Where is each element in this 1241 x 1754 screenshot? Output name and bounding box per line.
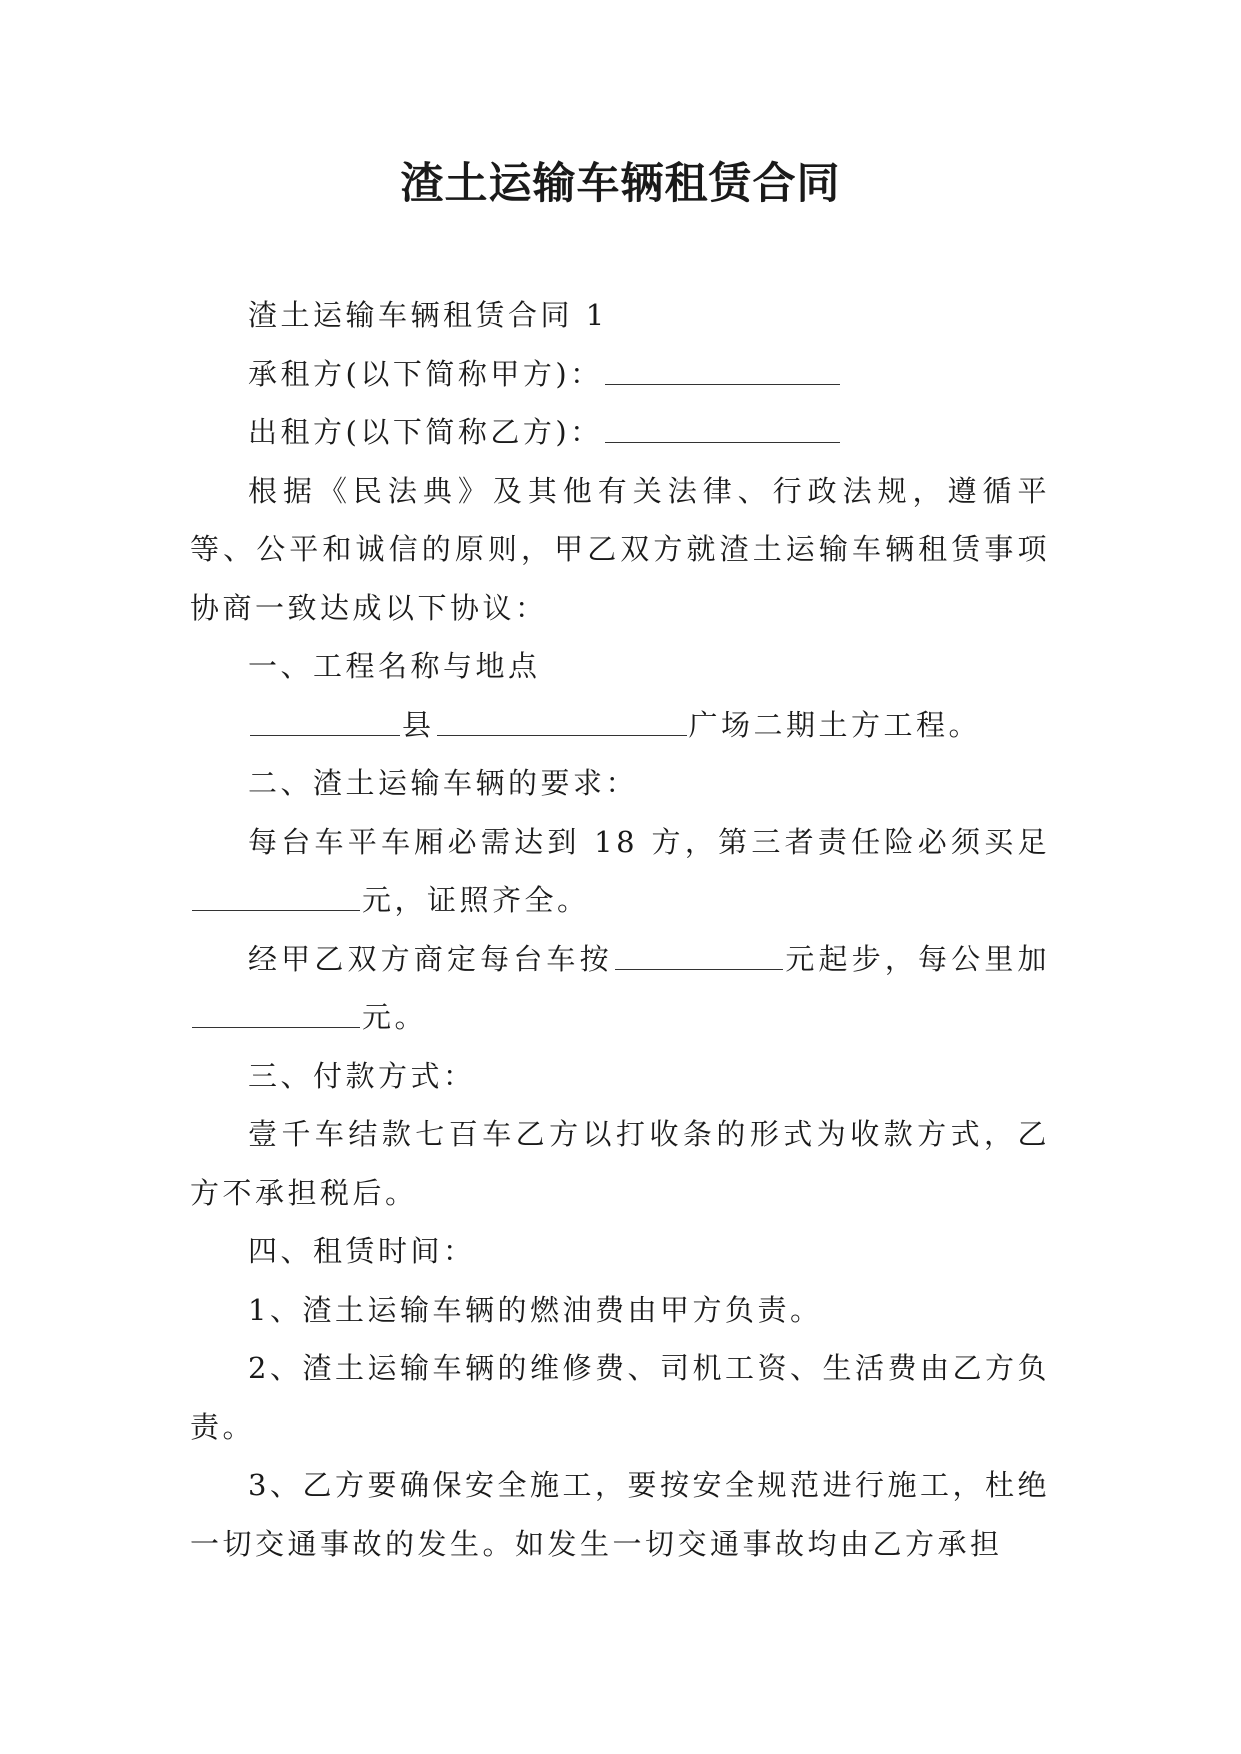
rental-item-1: 1、渣土运输车辆的燃油费由甲方负责。 bbox=[248, 1292, 823, 1327]
lessee-blank bbox=[605, 358, 840, 385]
intro-paragraph: 根据《民法典》及其他有关法律、行政法规，遵循平等、公平和诚信的原则，甲乙双方就渣土运输车辆租赁事项协商一致达成以下协议： bbox=[190, 473, 1050, 625]
insurance-amount-blank bbox=[192, 884, 360, 911]
project-suffix: 广场二期土方工程。 bbox=[688, 707, 982, 742]
vehicle-requirement-text: 每台车平车厢必需达到 18 方，第三者责任险必须买足 bbox=[248, 824, 1050, 859]
pricing-middle: 元起步，每公里加 bbox=[784, 941, 1050, 976]
rental-item-2: 2、渣土运输车辆的维修费、司机工资、生活费由乙方负责。 bbox=[190, 1351, 1050, 1444]
pricing-suffix: 元。 bbox=[362, 1000, 428, 1034]
section-3-heading: 三、付款方式： bbox=[248, 1058, 476, 1093]
section-2-heading: 二、渣土运输车辆的要求： bbox=[248, 766, 639, 800]
pricing-prefix: 经甲乙双方商定每台车按 bbox=[248, 941, 613, 976]
site-blank bbox=[437, 709, 687, 736]
section-4-heading: 四、租赁时间： bbox=[248, 1234, 476, 1268]
county-blank bbox=[250, 709, 400, 736]
vehicle-requirement-paragraph bbox=[190, 813, 1050, 930]
pricing-paragraph bbox=[190, 930, 1050, 1047]
contract-subtitle: 渣土运输车辆租赁合同 1 bbox=[248, 298, 608, 332]
lessee-label: 承租方(以下简称甲方)： bbox=[248, 356, 603, 391]
lessor-line bbox=[190, 403, 1050, 462]
county-suffix: 县 bbox=[402, 707, 435, 742]
per-km-price-blank bbox=[192, 1001, 360, 1028]
start-price-blank bbox=[615, 943, 783, 970]
vehicle-requirement-suffix: 元，证照齐全。 bbox=[362, 883, 590, 917]
project-location-line bbox=[190, 696, 1050, 755]
rental-item-3: 3、乙方要确保安全施工，要按安全规范进行施工，杜绝一切交通事故的发生。如发生一切交通事故均由乙方承担 bbox=[190, 1468, 1050, 1561]
payment-paragraph: 壹千车结款七百车乙方以打收条的形式为收款方式，乙方不承担税后。 bbox=[190, 1117, 1050, 1210]
lessor-label: 出租方(以下简称乙方)： bbox=[248, 415, 603, 449]
lessor-blank bbox=[605, 416, 840, 443]
document-title: 渣土运输车辆租赁合同 bbox=[400, 159, 841, 209]
section-1-heading: 一、工程名称与地点 bbox=[248, 649, 541, 683]
document-body bbox=[190, 286, 1050, 1573]
lessee-line bbox=[190, 345, 1050, 404]
